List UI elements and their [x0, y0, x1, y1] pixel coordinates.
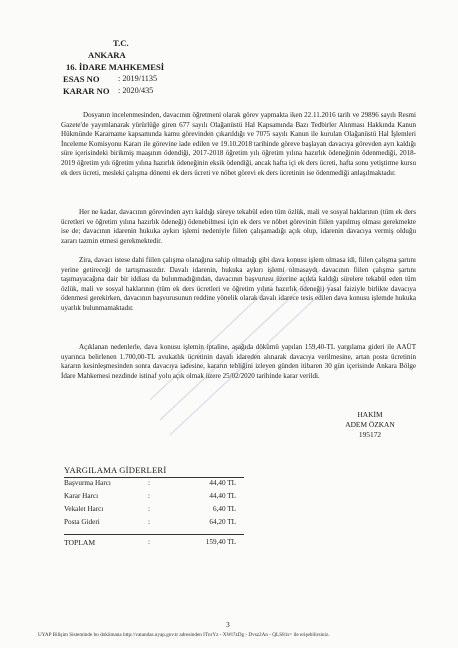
judge-name: ADEM ÖZKAN: [345, 420, 395, 429]
paragraph-1: Dosyanın incelenmesinden, davacının öğretmeni olarak görev yapmakta iken 22.11.2016 tarih ve 29896 sayılı Resmi Gazete'de yayımlanarak yürürlüğe giren 677 sayılı Olağanüstü Hal Kapsamında Bazı Tedbirler Alınması Hakkında Kanun Hükmünde Kararname kapsamında kamu görevinden çıkarıldığı ve 7075 sayılı Kanun ile kurulan Olağanüstü Hal İşlemleri İnceleme Komisyonu Kararı ile görevine iade edilen ve 19.10.2018 tarihinde göreve başlayan davacıya görevden ayrı kaldığı süre içerisindeki birikmiş maaşının ödendiği, 2017-2018 öğretim yılı öğretim yılına hazırlık ödeneğinin ödenmediği, 2018-2019 öğretim yılı öğretim yılına hazırlık ödeneğinin eksik ödendiği, ancak hafta içi ek ders ücreti, hafta sonu yetiştirme kursu ek ders ücreti, mesleki çalışma dönemi ek ders ücreti ve nöbet görevi ek ders ücretinin ise ödenmediği anlaşılmaktadır.: [61, 111, 416, 177]
costs-heading: YARGILAMA GİDERLERİ: [64, 465, 167, 475]
uyap-footer: UYAP Bilişim Sisteminde bu dokümana http://vatandas.uyap.gov.tr adresinden ITnrYz - XWt7zDg - Dvsz2An - QLS81s= ile erişebilirsiniz.: [38, 632, 330, 638]
court-heading: 16. İDARE MAHKEMESİ: [66, 62, 165, 72]
cost-total-amount: 159,40 TL: [205, 538, 236, 546]
page-number: 3: [226, 620, 230, 629]
esas-label: ESAS NO: [63, 74, 100, 84]
cost-total-label: TOPLAM: [64, 538, 96, 547]
cost-label-basvurma: Başvurma Harcı: [64, 479, 111, 487]
judge-title: HAKİM: [357, 410, 383, 419]
tc-heading: T.C.: [113, 38, 129, 48]
cost-amount-basvurma: 44,40 TL: [209, 479, 236, 487]
paragraph-4: Açıklanan nedenlerle, dava konusu işlemin iptaline, aşağıda dökümü yapılan 159,40-TL yargılama gideri ile AAÜT uyarınca belirlenen 1.700,00-TL avukatlık ücretinin davalı idareden alınarak davacıya verilmesine, artan posta ücretinin kararın kesinleşmesinden sonra davacıya iadesine, kararın tebliğini izleyen günden itibaren 30 gün içerisinde Ankara Bölge İdare Mahkemesi nezdinde istinaf yolu açık olmak üzere 25/02/2020 tarihinde karar verildi.: [61, 343, 416, 380]
costs-heading-rule: [64, 477, 244, 478]
signature-block: [330, 410, 410, 440]
city-heading: ANKARA: [88, 50, 126, 60]
cost-amount-karar: 44,40 TL: [209, 492, 236, 500]
cost-sep: :: [148, 492, 150, 500]
paragraph-3: Zira, davacı istese dahi fiilen çalışma olanağına sahip olmadığı gibi dava konusu işlem olmasa idi, fiilen çalışma şartını yerine getireceği de tartışmasızdır. Davalı idarenin, hukuka aykırı işlemi olmasaydı davacının fiilen çalışma şartını taşımayacağına dair bir iddiası da bulunmadığından, davacının başvurusu üzerine açıkta kaldığı sürelere tekabül eden tüm özlük, mali ve sosyal haklarının (tüm ek ders ücretleri ve öğretim yılına hazırlık ödeneği) yasal faiziyle birlikte davacıya ödenmesi gerekirken, davacının başvurusunun reddine yönelik olarak davalı idarece tesis edilen dava konusu işlemde hukuka uyarlık bulunmamaktadır.: [61, 256, 416, 312]
cost-sep: :: [148, 505, 150, 513]
costs-total-rule: [64, 534, 244, 535]
cost-amount-posta: 64,20 TL: [209, 518, 236, 526]
esas-value: : 2019/1135: [118, 74, 158, 83]
cost-label-vekalet: Vekalet Harcı: [64, 505, 104, 513]
cost-total-sep: :: [148, 538, 150, 546]
paragraph-2: Her ne kadar, davacının görevinden ayrı kaldığı süreye tekabül eden tüm özlük, mali ve sosyal haklarının (tüm ek ders ücretleri ve öğretim yılına hazırlık ödeneği) ödenebilmesi için ek ders ve nöbet görevinin fiilen yapılmış olması gerekmekte ise de; davacının idarenin hukuka aykırı işlemi nedeniyle fiilen çalışamadığı açık olup, idarenin davacıya vermiş olduğu zararı tazmin etmesi gerekmektedir.: [61, 208, 416, 245]
cost-sep: :: [148, 518, 150, 526]
cost-label-karar: Karar Harcı: [64, 492, 99, 500]
cost-amount-vekalet: 6,40 TL: [212, 505, 236, 513]
judge-number: 195172: [358, 430, 382, 439]
cost-sep: :: [148, 479, 150, 487]
cost-label-posta: Posta Gideri: [64, 518, 100, 526]
karar-label: KARAR NO: [63, 86, 110, 96]
karar-value: : 2020/435: [118, 86, 154, 95]
